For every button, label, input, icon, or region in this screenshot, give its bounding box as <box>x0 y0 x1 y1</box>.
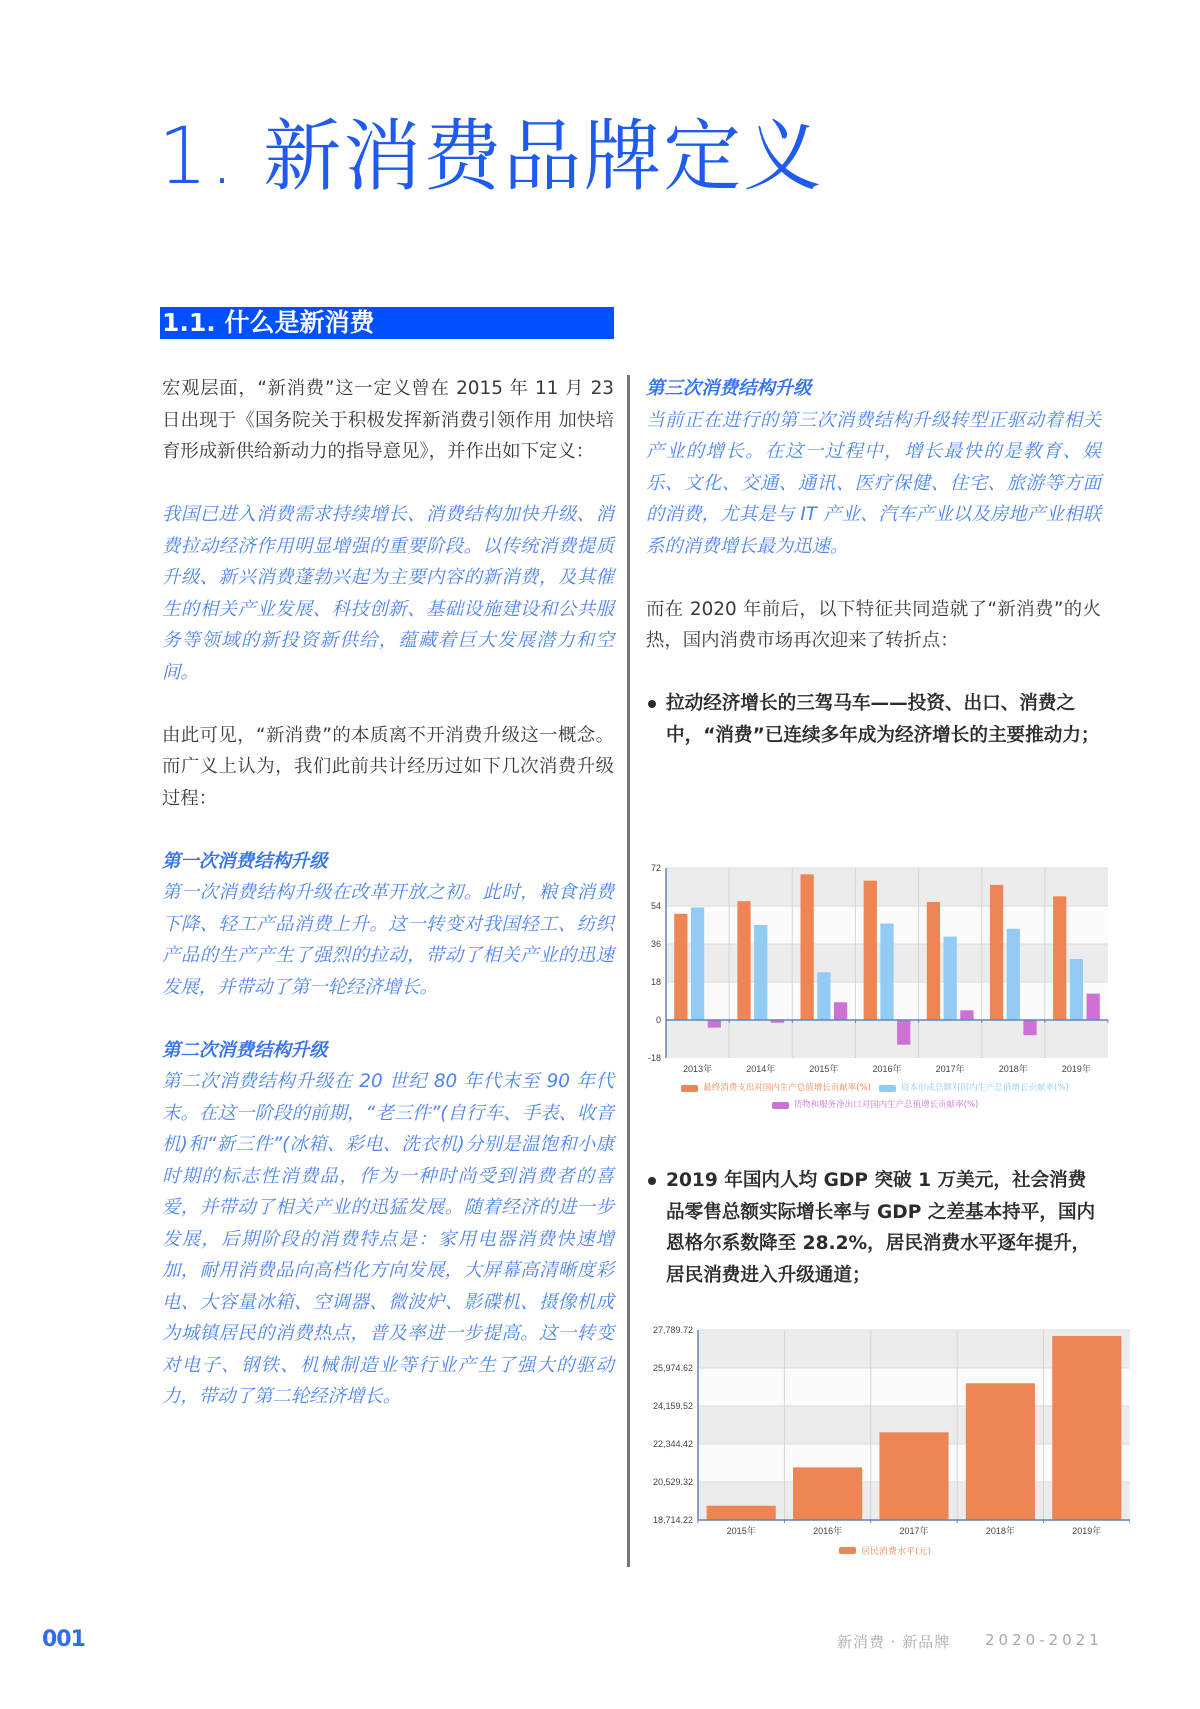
svg-text:-18: -18 <box>647 1053 661 1063</box>
svg-text:22,344.42: 22,344.42 <box>652 1439 693 1449</box>
footer-brand: 新消费 · 新品牌 <box>837 1633 951 1651</box>
intro-paragraph: 宏观层面，“新消费”这一定义曾在 2015 年 11 月 23 日出现于《国务院关于积极发挥新消费引领作用 加快培育形成新供给新动力的指导意见》，并作出如下定义： <box>162 378 614 462</box>
legend-item <box>839 1544 931 1557</box>
bar <box>674 914 687 1020</box>
svg-text:27,789.72: 27,789.72 <box>652 1325 693 1335</box>
bar <box>800 874 813 1020</box>
bar <box>708 1020 721 1028</box>
bullet-consumption-driver <box>646 688 1101 751</box>
svg-text:54: 54 <box>650 901 661 911</box>
svg-text:2017年: 2017年 <box>935 1064 965 1074</box>
legend-label: 居民消费水平(元) <box>860 1547 932 1557</box>
svg-text:24,159.52: 24,159.52 <box>652 1401 693 1411</box>
bullet-gdp-milestone <box>646 1165 1101 1291</box>
second-upgrade-heading: 第二次消费结构升级 <box>162 1039 328 1061</box>
summary-paragraph: 由此可见，“新消费”的本质离不开消费升级这一概念。而广义上认为，我们此前共计经历过如下几次消费升级过程： <box>162 724 614 809</box>
legend-label: 最终消费支出对国内生产总值增长贡献率(%) <box>703 1083 871 1093</box>
bar <box>960 1010 973 1020</box>
legend-item <box>879 1081 1069 1096</box>
column-divider <box>627 375 630 1567</box>
bullet-text: 2019 年国内人均 GDP 突破 1 万美元，社会消费品零售总额实际增长率与 GDP 之差基本持平，国内恩格尔系数降至 28.2%，居民消费水平逐年提升，居民消费进入升级通道； <box>666 1170 1096 1286</box>
bar <box>966 1383 1035 1520</box>
bullet-dot-icon <box>648 700 656 708</box>
svg-text:2014年: 2014年 <box>746 1064 776 1074</box>
consumption-level-chart <box>640 1318 1130 1568</box>
bar <box>944 937 957 1020</box>
svg-text:2015年: 2015年 <box>726 1526 756 1536</box>
legend-label: 资本形成总额对国内生产总值增长贡献率(%) <box>901 1083 1069 1093</box>
svg-text:2017年: 2017年 <box>899 1526 929 1536</box>
bar <box>737 901 750 1020</box>
bar <box>880 924 893 1020</box>
bar <box>1087 994 1100 1020</box>
bar <box>754 925 767 1020</box>
bar <box>897 1020 910 1045</box>
svg-text:36: 36 <box>650 939 661 949</box>
page-number: 001 <box>42 1627 85 1652</box>
right-column-bullet-2 <box>646 1165 1101 1291</box>
bar <box>1070 959 1083 1020</box>
third-upgrade-body: 当前正在进行的第三次消费结构升级转型正驱动着相关产业的增长。在这一过程中，增长最快的是教育、娱乐、文化、交通、通讯、医疗保健、住宅、旅游等方面的消费，尤其是与 IT 产业、汽车产业以及房地产业相联系的消费增长最为迅速。 <box>646 409 1101 557</box>
chart2-legend <box>640 1544 1130 1557</box>
svg-text:2016年: 2016年 <box>872 1064 902 1074</box>
bar <box>817 972 830 1020</box>
svg-text:20,529.32: 20,529.32 <box>652 1477 693 1487</box>
bar <box>879 1432 948 1520</box>
transition-paragraph: 而在 2020 年前后，以下特征共同造就了“新消费”的火热，国内消费市场再次迎来了转折点： <box>646 598 1101 651</box>
svg-text:2013年: 2013年 <box>683 1064 713 1074</box>
svg-text:2015年: 2015年 <box>809 1064 839 1074</box>
consumption-level-plot <box>640 1318 1130 1544</box>
footer-years: 2020-2021 <box>985 1631 1103 1649</box>
bar <box>864 881 877 1020</box>
bar <box>927 902 940 1020</box>
first-upgrade-body: 第一次消费结构升级在改革开放之初。此时，粮食消费下降、轻工产品消费上升。这一转变对我国轻工、纺织产品的生产产生了强烈的拉动，带动了相关产业的迅速发展，并带动了第一轮经济增长。 <box>162 882 614 998</box>
bar <box>990 885 1003 1020</box>
legend-swatch-icon <box>772 1102 789 1109</box>
svg-text:18,714.22: 18,714.22 <box>652 1515 693 1525</box>
second-upgrade-body: 第二次消费结构升级在 20 世纪 80 年代末至 90 年代末。在这一阶段的前期，“老三件”(自行车、手表、收音机)和“新三件”(冰箱、彩电、洗衣机)分别是温饱和小康时期的标志性消费品，作为一种时尚受到消费者的喜爱，并带动了相关产业的迅猛发展。随着经济的进一步发展，后期阶段的消费特点是：家用电器消费快速增加，耐用消费品向高档化方向发展，大屏幕高清晰度彩电、大容量冰箱、空调器、微波炉、影碟机、摄像机成为城镇居民的消费热点，普及率进一步提高。这一转变对电子、钢铁、机械制造业等行业产生了强大的驱动力，带动了第二轮经济增长。 <box>162 1071 614 1407</box>
first-upgrade-heading: 第一次消费结构升级 <box>162 850 328 872</box>
bar <box>691 907 704 1020</box>
bar <box>707 1506 776 1520</box>
bar <box>834 1002 847 1020</box>
svg-text:25,974.62: 25,974.62 <box>652 1363 693 1373</box>
svg-text:18: 18 <box>650 977 661 987</box>
gdp-contribution-chart <box>640 858 1110 1128</box>
left-column <box>162 373 614 1413</box>
svg-text:2019年: 2019年 <box>1072 1526 1102 1536</box>
svg-text:72: 72 <box>650 863 661 873</box>
legend-label: 货物和服务净出口对国内生产总值增长贡献率(%) <box>793 1100 979 1110</box>
bar <box>1007 929 1020 1020</box>
svg-text:2019年: 2019年 <box>1061 1064 1091 1074</box>
svg-text:2018年: 2018年 <box>998 1064 1028 1074</box>
third-upgrade-heading: 第三次消费结构升级 <box>646 378 812 399</box>
bullet-text: 拉动经济增长的三驾马车——投资、出口、消费之中，“消费”已连续多年成为经济增长的主要推动力； <box>666 693 1100 746</box>
legend-swatch-icon <box>681 1085 698 1092</box>
definition-quote: 我国已进入消费需求持续增长、消费结构加快升级、消费拉动经济作用明显增强的重要阶段。以传统消费提质升级、新兴消费蓬勃兴起为主要内容的新消费，及其催生的相关产业发展、科技创新、基础设施建设和公共服务等领域的新投资新供给，蕴藏着巨大发展潜力和空间。 <box>162 504 614 683</box>
bar <box>1052 1336 1121 1520</box>
bar <box>1053 896 1066 1020</box>
svg-text:2016年: 2016年 <box>813 1526 843 1536</box>
svg-text:2018年: 2018年 <box>985 1526 1015 1536</box>
gdp-contribution-plot <box>640 858 1110 1080</box>
legend-swatch-icon <box>879 1085 896 1092</box>
right-column <box>646 373 1101 751</box>
legend-item <box>681 1081 871 1096</box>
section-heading: 1.1. 什么是新消费 <box>160 307 614 339</box>
svg-text:0: 0 <box>655 1015 661 1025</box>
bar <box>793 1467 862 1520</box>
bar <box>1023 1020 1036 1035</box>
legend-item <box>772 1098 979 1113</box>
legend-swatch-icon <box>839 1547 856 1554</box>
bullet-dot-icon <box>648 1177 656 1185</box>
page-title: 1. 新消费品牌定义 <box>158 112 824 202</box>
chart1-legend <box>640 1081 1110 1115</box>
